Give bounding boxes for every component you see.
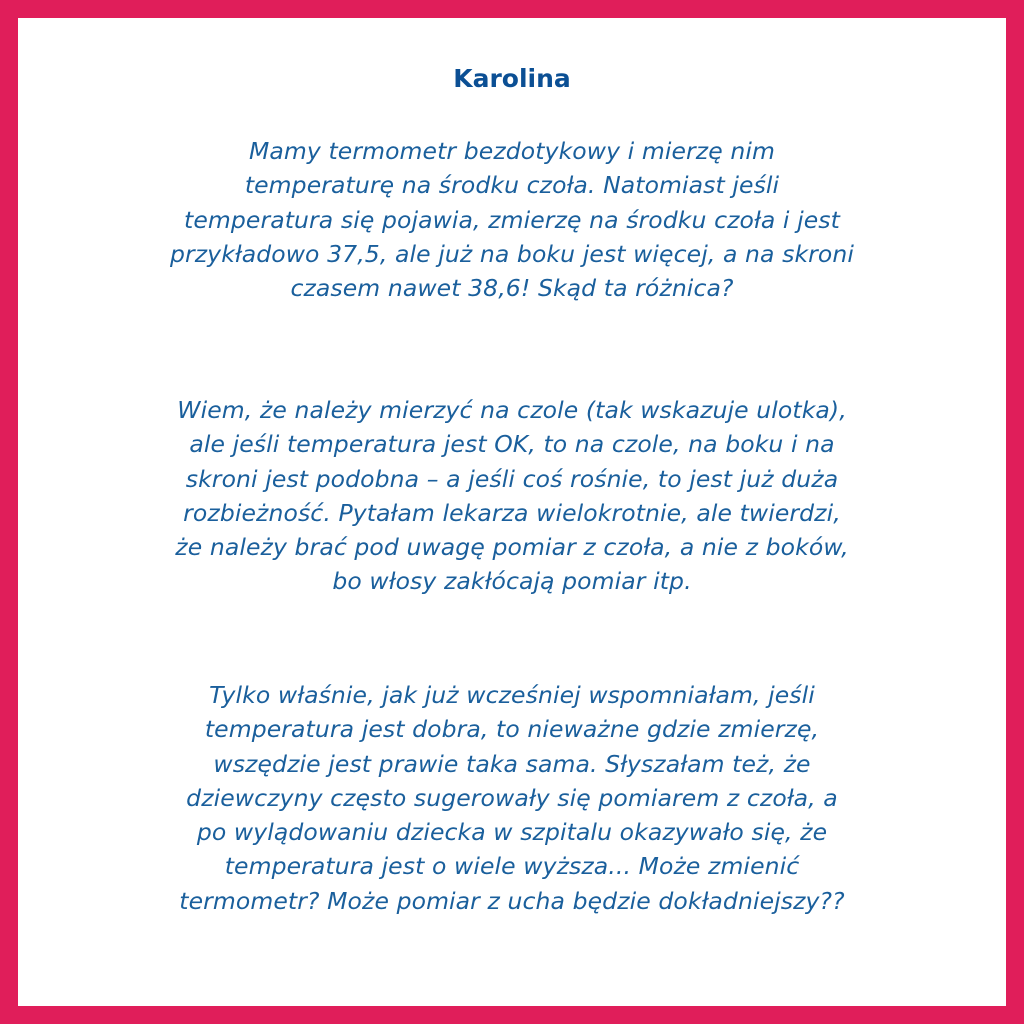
text-line: że należy brać pod uwagę pomiar z czoła, a nie z boków, (175, 533, 849, 562)
text-line: bo włosy zakłócają pomiar itp. (332, 567, 692, 596)
paragraph-3 (58, 678, 966, 918)
text-line: ale jeśli temperatura jest OK, to na czole, na boku i na (189, 430, 835, 459)
text-line: przykładowo 37,5, ale już na boku jest więcej, a na skroni (169, 239, 855, 268)
author-name: Karolina (453, 64, 571, 93)
paragraph-1 (58, 134, 966, 305)
text-line: temperatura jest dobra, to nieważne gdzie zmierzę, (204, 715, 820, 744)
text-line: po wylądowaniu dziecka w szpitalu okazywało się, że (196, 818, 828, 847)
card-frame (18, 18, 1006, 1006)
text-line: termometr? Może pomiar z ucha będzie dokładniejszy?? (179, 886, 845, 915)
text-line: temperaturę na środku czoła. Natomiast jeśli (244, 171, 780, 200)
text-line: temperatura się pojawia, zmierzę na środku czoła i jest (184, 205, 840, 234)
text-line: wszędzie jest prawie taka sama. Słyszałam też, że (213, 749, 811, 778)
text-line: skroni jest podobna – a jeśli coś rośnie, to jest już duża (185, 464, 839, 493)
text-line: dziewczyny często sugerowały się pomiarem z czoła, a (186, 783, 838, 812)
text-line: czasem nawet 38,6! Skąd ta różnica? (290, 274, 734, 303)
text-line: Mamy termometr bezdotykowy i mierzę nim (249, 137, 775, 165)
text-line: temperatura jest o wiele wyższa... Może zmienić (224, 852, 800, 881)
text-line: Tylko właśnie, jak już wcześniej wspomniałam, jeśli (209, 681, 815, 709)
paragraph-2 (58, 393, 966, 599)
text-line: rozbieżność. Pytałam lekarza wielokrotnie, ale twierdzi, (183, 498, 841, 527)
text-line: Wiem, że należy mierzyć na czole (tak wskazuje ulotka), (177, 396, 847, 424)
